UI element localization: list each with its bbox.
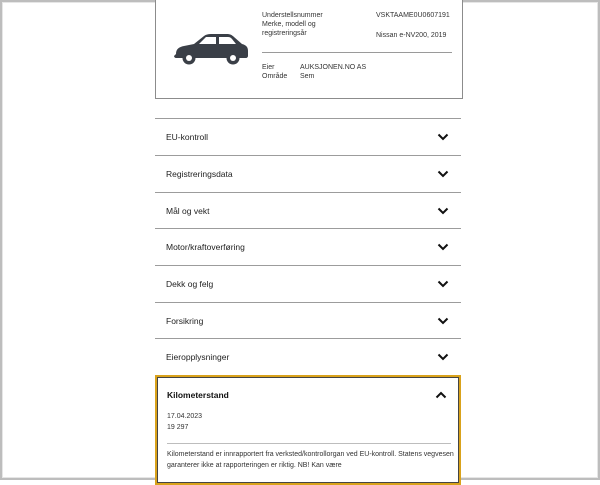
section-motor-kraftoverforing[interactable] [155, 228, 461, 264]
card-divider [262, 52, 452, 53]
chevron-down-icon [437, 353, 449, 361]
chevron-down-icon [437, 207, 449, 215]
owner-label: Eier [262, 64, 275, 71]
vin-value: VSKTAAME0U0607191 [376, 12, 450, 19]
chevron-down-icon [437, 170, 449, 178]
kilometerstand-header[interactable] [157, 377, 459, 413]
section-mal-og-vekt[interactable] [155, 192, 461, 228]
section-label: Eieropplysninger [166, 351, 230, 362]
chevron-down-icon [437, 280, 449, 288]
section-eu-kontroll[interactable] [155, 118, 461, 154]
vehicle-summary-card [155, 0, 463, 99]
area-value: Sem [300, 73, 315, 80]
section-label: Forsikring [166, 315, 204, 326]
section-label: Mål og vekt [166, 205, 210, 216]
mileage-divider [167, 443, 451, 444]
section-label: Motor/kraftoverføring [166, 241, 245, 252]
vin-label: Understellsnummer [262, 12, 323, 19]
section-label: Registreringsdata [166, 168, 233, 179]
mileage-value: 19 297 [167, 424, 189, 431]
area-label: Område [262, 73, 288, 80]
model-label-line2: registreringsår [262, 30, 307, 37]
section-eieropplysninger[interactable] [155, 338, 461, 374]
section-label: EU-kontroll [166, 131, 209, 142]
model-label: Merke, modell og [262, 21, 316, 28]
section-forsikring[interactable] [155, 302, 461, 338]
section-kilometerstand [155, 375, 461, 485]
mileage-note: Kilometerstand er innrapportert fra verksted/kontrollorgan ved EU-kontroll. Statens vegvesen garanterer ikke at rapporteringen er riktig. NB! Kan være [167, 451, 454, 469]
chevron-down-icon [437, 317, 449, 325]
chevron-down-icon [437, 133, 449, 141]
chevron-up-icon [435, 391, 447, 399]
owner-value: AUKSJONEN.NO AS [300, 64, 367, 71]
chevron-down-icon [437, 243, 449, 251]
section-dekk-og-felg[interactable] [155, 265, 461, 301]
section-label: Dekk og felg [166, 278, 214, 289]
section-registreringsdata[interactable] [155, 155, 461, 191]
section-title: Kilometerstand [167, 390, 229, 400]
car-icon [172, 30, 250, 66]
mileage-date: 17.04.2023 [167, 413, 203, 420]
model-value: Nissan e-NV200, 2019 [376, 32, 447, 39]
